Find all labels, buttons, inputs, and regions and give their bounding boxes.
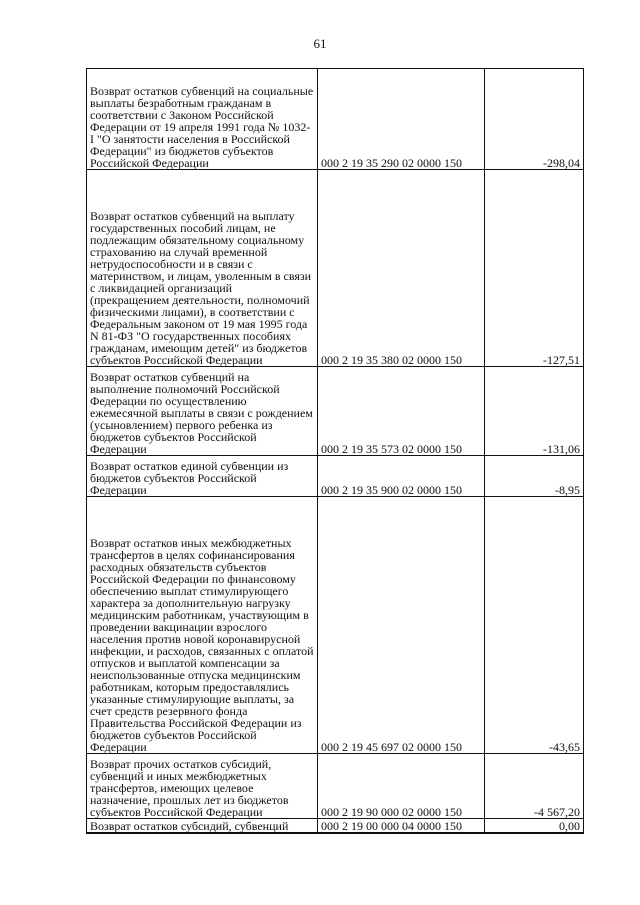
row-code: 000 2 19 35 900 02 0000 150 <box>318 456 485 497</box>
row-amount: 0,00 <box>485 819 584 833</box>
table-row <box>87 367 584 456</box>
budget-table <box>86 68 584 834</box>
row-description: Возврат остатков субвенций на социальные выплаты безработным гражданам в соответствии с Законом Российской Федерации от 19 апреля 1991 года № 1032-I "О занятости населения в Российской Федерации" из бюджетов субъектов Российской Федерации <box>87 69 318 170</box>
row-description: Возврат остатков субвенций на выполнение полномочий Российской Федерации по осуществлению ежемесячной выплаты в связи с рождением (усыновлением) первого ребенка из бюджетов субъектов Российской Федерации <box>87 367 318 456</box>
row-amount: -43,65 <box>485 497 584 754</box>
row-code: 000 2 19 35 380 02 0000 150 <box>318 170 485 367</box>
page-number: 61 <box>313 36 327 51</box>
row-amount: -4 567,20 <box>485 754 584 819</box>
table-row <box>87 456 584 497</box>
row-description: Возврат остатков иных межбюджетных трансфертов в целях софинансирования расходных обязательств субъектов Российской Федерации по финансовому обеспечению выплат стимулирующего характера за дополнительную нагрузку медицинским работникам, участвующим в проведении вакцинации взрослого населения против новой коронавирусной инфекции, и расходов, связанных с оплатой отпусков и выплатой компенсации за неиспользованные отпуска медицинским работникам, которым предоставлялись указанные стимулирующие выплаты, за счет средств резервного фонда Правительства Российской Федерации из бюджетов субъектов Российской Федерации <box>87 497 318 754</box>
table-row <box>87 497 584 754</box>
table-row <box>87 754 584 819</box>
row-amount: -298,04 <box>485 69 584 170</box>
row-description: Возврат остатков единой субвенции из бюджетов субъектов Российской Федерации <box>87 456 318 497</box>
row-amount: -131,06 <box>485 367 584 456</box>
table-row <box>87 819 584 833</box>
row-code: 000 2 19 90 000 02 0000 150 <box>318 754 485 819</box>
table-row <box>87 69 584 170</box>
row-code: 000 2 19 35 290 02 0000 150 <box>318 69 485 170</box>
row-amount: -127,51 <box>485 170 584 367</box>
row-code: 000 2 19 45 697 02 0000 150 <box>318 497 485 754</box>
row-description: Возврат остатков субвенций на выплату государственных пособий лицам, не подлежащим обязательному социальному страхованию на случай временной нетрудоспособности и в связи с материнством, и лицам, уволенным в связи с ликвидацией организаций (прекращением деятельности, полномочий физическими лицами), в соответствии с Федеральным законом от 19 мая 1995 года N 81-ФЗ "О государственных пособиях гражданам, имеющим детей" из бюджетов субъектов Российской Федерации <box>87 170 318 367</box>
row-amount: -8,95 <box>485 456 584 497</box>
table-row <box>87 170 584 367</box>
row-code: 000 2 19 35 573 02 0000 150 <box>318 367 485 456</box>
row-description: Возврат остатков субсидий, субвенций <box>87 819 318 833</box>
row-code: 000 2 19 00 000 04 0000 150 <box>318 819 485 833</box>
row-description: Возврат прочих остатков субсидий, субвенций и иных межбюджетных трансфертов, имеющих целевое назначение, прошлых лет из бюджетов субъектов Российской Федерации <box>87 754 318 819</box>
